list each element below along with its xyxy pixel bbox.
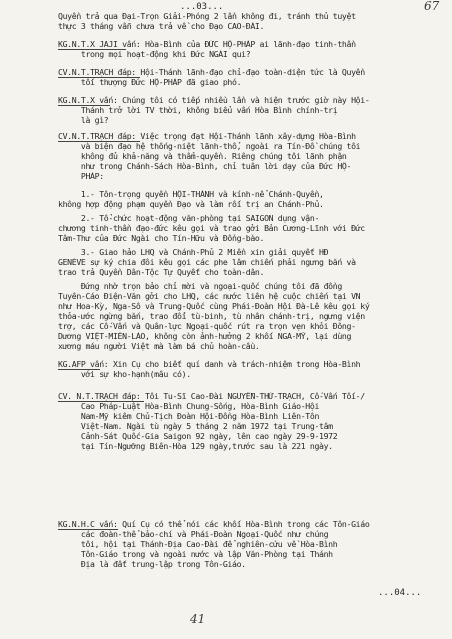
text-line: chương tinh-thần đạo-đức kêu gọi và trao gởi Bản Cương-Lĩnh với Đức [58,224,365,233]
text-line: 1.- Tôn-trọng quyền HỘI-THÁNH và kính-nể Chánh-Quyền, [58,190,324,199]
text-line: với sự kho-hạnh(mâu có). [58,370,191,379]
text-line: 2.- Tổ-chức hoạt-động văn-phòng tại SAIGON dụng vận- [58,214,320,223]
text-line: 3.- Giao hảo LHQ và Chánh-Phủ 2 Miền xin giải quyết HĐ [58,248,329,257]
text-line: không đủ khả-năng và thẩm-quyền. Riêng chúng tôi lãnh phận [58,152,347,161]
text-line: GENÈVE sự ký chia đôi kêu gọi các phe lâm chiến phải ngưng bắn và [58,258,356,267]
text-line: là gì? [58,116,109,125]
text-line: như trong Chánh-Sách Hòa-Bình, chỉ tuân lời dạy của Đức HỘ- [58,162,352,171]
text-line: Tâm-Thư của Đức Ngài cho Tín-Hữu và Đồng-bào. [58,234,265,243]
speaker-line: CV. N.T.TRẠCH đáp: Tôi Tu-Sĩ Cao-Đài NGUYỄN-THỪ-TRẠCH, Cố-Vấn Tối-/ [58,392,365,401]
text-line: trợ, các Cố-Vấn và Quân-lực Ngoại-quốc rút ra trọn vẹn khỏi Đông- [58,322,356,331]
text-line: các đoàn-thể bảo-chí và Phái-Đoàn Ngoại-Quốc như chúng [58,530,329,539]
text-line: tôi, hội tại Thánh-Địa Cao-Đài để nghiên-cứu về Hòa-Bình [58,540,338,549]
page-marker: ...03... [180,2,224,12]
text-line: xương máu người Việt mà làm bá chủ hoàn-cầu. [58,342,260,351]
text-line: thỏa-ước ngừng bắn, trao đổi tù-binh, tù nhân chánh-trị, ngưng viện [58,312,365,321]
speaker-line: KG.N.T.X JAJI vấn: Hòa-Bình của ĐỨC HỘ-PHÁP ai lãnh-đạo tinh-thần [58,40,356,49]
text-line: trong mọi hoạt-động khi Đức NGÀI qui? [58,50,251,59]
speaker-line: KG.N.T.X vấn: Chúng tôi có tiếp nhiều lần và hiện trước giờ này Hội- [58,96,370,105]
speaker-line: KG.AFP vấn: Xin Cụ cho biết quí danh và trách-nhiệm trong Hòa-Bình [58,360,361,369]
text-line: không hợp động phạm quyền Đạo và làm rối trị an Chánh-Phủ. [58,200,324,209]
text-line: và biện đạo hệ thống-niệt lãnh-thổ, ngoài ra Tín-Đồ chúng tôi [58,142,361,151]
text-line: Địa là đất trung-lập trong Tôn-Giáo. [58,560,246,569]
text-line: như Hoa-Kỳ, Nga-Sô và Trung-Quốc cùng Phái-Đoàn Hội Đà-Lê kêu gọi ký [58,302,370,311]
text-line: Cao Pháp-Luật Hòa-Bình Chung-Sống, Hòa-Bình Giáo-Hội [58,402,320,411]
text-line: trao trả Quyền Dân-Tộc Tự Quyết cho toàn-dân. [58,268,265,277]
text-line: Quyền trả qua Đại-Trọn Giải-Phóng 2 lần không đi, tránh thủ tuyệt [58,12,356,21]
text-line: Việt-Nam. Ngài tù ngày 5 tháng 2 năm 1972 tại Trung-tâm [58,422,333,431]
text-line: thực 3 tháng vẫn chưa trả về cho Đạo CAO-ĐÀI. [58,22,265,31]
continuation-marker: ...04... [378,588,422,598]
handwritten-page-number: 67 [424,0,440,13]
text-line: PHÁP: [58,172,104,181]
speaker-line: KG.N.H.C vấn: Quí Cụ có thể nói các khối Hòa-Bình trong các Tôn-Giáo [58,520,370,529]
text-line: Thánh trở lời TV thời, không biểu vấn Hòa Bình chính-trị [58,106,338,115]
text-line: Tôn-Giáo trong và ngoài nước và lập Văn-Phòng tại Thánh [58,550,333,559]
text-line: Đứng nhờ trọn bảo chỉ mời và ngoại-quốc chúng tôi đã đồng [58,282,342,291]
text-line: tại Tín-Ngưỡng Biên-Hòa 129 ngày,trước sau là 221 ngày. [58,442,333,451]
text-line: Nam-Mỹ kiêm Chủ-Tịch Đoàn Hội-Đồng Hòa-Bình Liên-Tôn [58,412,320,421]
text-line: Dương VIỆT-MIÊN-LÀO, không còn ảnh-hưởng 2 khối NGA-MỸ, lại dùng [58,332,352,341]
speaker-line: CV.N.T.TRẠCH đáp: Hội-Thánh lãnh-đạo chỉ-đạo toàn-diện tức là Quyền [58,68,365,77]
speaker-line: CV.N.T.TRẠCH đáp: Việc trọng đạt Hội-Thánh lãnh xây-dựng Hòa-Bình [58,132,356,141]
text-line: Tuyên-Cáo Điện-Văn gởi cho LHQ, các nước liên hệ cuộc chiến tại VN [58,292,361,301]
text-line: Cảnh-Sát Quốc-Gia Saigon 92 ngày, lên cao ngày 29-9-1972 [58,432,338,441]
text-line: tối thượng Đức HỘ-PHÁP đã giao phó. [58,78,242,87]
handwritten-page-number-bottom: 41 [190,612,206,626]
